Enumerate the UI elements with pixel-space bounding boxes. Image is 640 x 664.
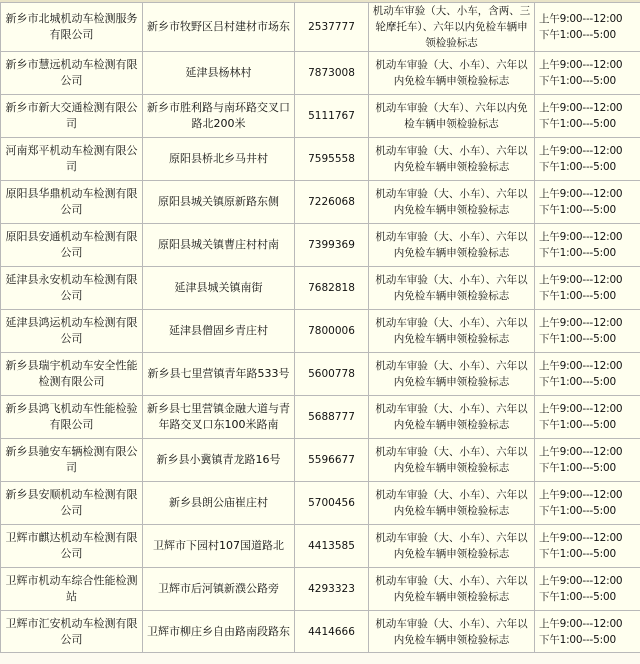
hours-afternoon: 下午1:00---5:00 bbox=[539, 204, 616, 216]
service-cell: 机动车审验（大、小车）、六年以内免检车辆申领检验标志 bbox=[369, 396, 535, 439]
hours-morning: 上午9:00---12:00 bbox=[539, 360, 623, 372]
hours-morning: 上午9:00---12:00 bbox=[539, 59, 623, 71]
hours-afternoon: 下午1:00---5:00 bbox=[539, 462, 616, 474]
hours-afternoon: 下午1:00---5:00 bbox=[539, 591, 616, 603]
address-cell: 原阳县城关镇原新路东侧 bbox=[143, 181, 295, 224]
address-cell: 卫辉市后河镇新濮公路旁 bbox=[143, 568, 295, 611]
service-cell: 机动车审验（大、小车）、六年以内免检车辆申领检验标志 bbox=[369, 52, 535, 95]
hours-morning: 上午9:00---12:00 bbox=[539, 102, 623, 114]
hours-morning: 上午9:00---12:00 bbox=[539, 489, 623, 501]
table-row bbox=[1, 224, 640, 267]
table-row bbox=[1, 52, 640, 95]
company-name-cell: 新乡市新大交通检测有限公司 bbox=[1, 95, 143, 138]
phone-cell: 4414666 bbox=[295, 611, 369, 653]
table-row bbox=[1, 353, 640, 396]
company-name-cell: 河南郑平机动车检测有限公司 bbox=[1, 138, 143, 181]
phone-cell: 7226068 bbox=[295, 181, 369, 224]
hours-cell bbox=[535, 224, 640, 267]
hours-afternoon: 下午1:00---5:00 bbox=[539, 505, 616, 517]
hours-cell bbox=[535, 525, 640, 568]
hours-morning: 上午9:00---12:00 bbox=[539, 403, 623, 415]
address-cell: 新乡县七里营镇青年路533号 bbox=[143, 353, 295, 396]
phone-cell: 7682818 bbox=[295, 267, 369, 310]
company-name-cell: 新乡市慧远机动车检测有限公司 bbox=[1, 52, 143, 95]
hours-afternoon: 下午1:00---5:00 bbox=[539, 333, 616, 345]
hours-cell bbox=[535, 52, 640, 95]
hours-cell bbox=[535, 310, 640, 353]
hours-afternoon: 下午1:00---5:00 bbox=[539, 290, 616, 302]
company-name-cell: 延津县鸿运机动车检测有限公司 bbox=[1, 310, 143, 353]
address-cell: 新乡县朗公庙崔庄村 bbox=[143, 482, 295, 525]
hours-afternoon: 下午1:00---5:00 bbox=[539, 75, 616, 87]
hours-cell bbox=[535, 568, 640, 611]
phone-cell: 5700456 bbox=[295, 482, 369, 525]
hours-morning: 上午9:00---12:00 bbox=[539, 317, 623, 329]
address-cell: 卫辉市下园村107国道路北 bbox=[143, 525, 295, 568]
phone-cell: 5688777 bbox=[295, 396, 369, 439]
hours-afternoon: 下午1:00---5:00 bbox=[539, 161, 616, 173]
company-name-cell: 新乡县鸿飞机动车性能检验有限公司 bbox=[1, 396, 143, 439]
company-name-cell: 卫辉市汇安机动车检测有限公司 bbox=[1, 611, 143, 653]
address-cell: 延津县僧固乡青庄村 bbox=[143, 310, 295, 353]
phone-cell: 7873008 bbox=[295, 52, 369, 95]
address-cell: 原阳县城关镇曹庄村村南 bbox=[143, 224, 295, 267]
hours-morning: 上午9:00---12:00 bbox=[539, 145, 623, 157]
table-body bbox=[1, 3, 640, 653]
table-row bbox=[1, 95, 640, 138]
company-name-cell: 卫辉市机动车综合性能检测站 bbox=[1, 568, 143, 611]
address-cell: 新乡市胜利路与南环路交叉口路北200米 bbox=[143, 95, 295, 138]
company-name-cell: 新乡县安顺机动车检测有限公司 bbox=[1, 482, 143, 525]
hours-morning: 上午9:00---12:00 bbox=[539, 617, 623, 630]
hours-afternoon: 下午1:00---5:00 bbox=[539, 548, 616, 560]
phone-cell: 4293323 bbox=[295, 568, 369, 611]
phone-cell: 7800006 bbox=[295, 310, 369, 353]
hours-cell bbox=[535, 138, 640, 181]
hours-morning: 上午9:00---12:00 bbox=[539, 13, 623, 25]
service-cell: 机动车审验（大、小车）、六年以内免检车辆申领检验标志 bbox=[369, 525, 535, 568]
company-name-cell: 卫辉市麒达机动车检测有限公司 bbox=[1, 525, 143, 568]
phone-cell: 7399369 bbox=[295, 224, 369, 267]
table-row bbox=[1, 310, 640, 353]
table-row bbox=[1, 3, 640, 52]
address-cell: 新乡市牧野区吕村建材市场东 bbox=[143, 3, 295, 52]
phone-cell: 7595558 bbox=[295, 138, 369, 181]
hours-afternoon: 下午1:00---5:00 bbox=[539, 633, 616, 646]
service-cell: 机动车审验（大、小车）、六年以内免检车辆申领检验标志 bbox=[369, 138, 535, 181]
table-row bbox=[1, 396, 640, 439]
company-name-cell: 原阳县安通机动车检测有限公司 bbox=[1, 224, 143, 267]
hours-afternoon: 下午1:00---5:00 bbox=[539, 419, 616, 431]
address-cell: 卫辉市柳庄乡自由路南段路东 bbox=[143, 611, 295, 653]
table-row bbox=[1, 181, 640, 224]
hours-morning: 上午9:00---12:00 bbox=[539, 532, 623, 544]
phone-cell: 5600778 bbox=[295, 353, 369, 396]
service-cell: 机动车审验（大、小车）、六年以内免检车辆申领检验标志 bbox=[369, 482, 535, 525]
service-cell: 机动车审验（大、小车）、六年以内免检车辆申领检验标志 bbox=[369, 611, 535, 653]
hours-cell bbox=[535, 439, 640, 482]
hours-cell bbox=[535, 353, 640, 396]
hours-morning: 上午9:00---12:00 bbox=[539, 575, 623, 587]
phone-cell: 4413585 bbox=[295, 525, 369, 568]
hours-morning: 上午9:00---12:00 bbox=[539, 446, 623, 458]
table-row bbox=[1, 482, 640, 525]
address-cell: 延津县杨林村 bbox=[143, 52, 295, 95]
phone-cell: 5111767 bbox=[295, 95, 369, 138]
address-cell: 原阳县桥北乡马井村 bbox=[143, 138, 295, 181]
service-cell: 机动车审验（大、小车，含两、三轮摩托车）、六年以内免检车辆申领检验标志 bbox=[369, 3, 535, 52]
table-row bbox=[1, 267, 640, 310]
hours-afternoon: 下午1:00---5:00 bbox=[539, 29, 616, 41]
hours-afternoon: 下午1:00---5:00 bbox=[539, 118, 616, 130]
inspection-stations-table bbox=[0, 2, 640, 653]
service-cell: 机动车审验（大、小车）、六年以内免检车辆申领检验标志 bbox=[369, 439, 535, 482]
hours-cell bbox=[535, 3, 640, 52]
service-cell: 机动车审验（大、小车）、六年以内免检车辆申领检验标志 bbox=[369, 310, 535, 353]
hours-cell bbox=[535, 611, 640, 653]
table-row bbox=[1, 568, 640, 611]
hours-cell bbox=[535, 482, 640, 525]
hours-cell bbox=[535, 267, 640, 310]
service-cell: 机动车审验（大、小车）、六年以内免检车辆申领检验标志 bbox=[369, 568, 535, 611]
hours-cell bbox=[535, 396, 640, 439]
service-cell: 机动车审验（大、小车）、六年以内免检车辆申领检验标志 bbox=[369, 267, 535, 310]
hours-cell bbox=[535, 181, 640, 224]
hours-cell bbox=[535, 95, 640, 138]
company-name-cell: 新乡市北城机动车检测服务有限公司 bbox=[1, 3, 143, 52]
company-name-cell: 延津县永安机动车检测有限公司 bbox=[1, 267, 143, 310]
hours-morning: 上午9:00---12:00 bbox=[539, 274, 623, 286]
table-row bbox=[1, 138, 640, 181]
address-cell: 新乡县七里营镇金融大道与青年路交叉口东100米路南 bbox=[143, 396, 295, 439]
table-row bbox=[1, 439, 640, 482]
company-name-cell: 新乡县驰安车辆检测有限公司 bbox=[1, 439, 143, 482]
address-cell: 新乡县小冀镇青龙路16号 bbox=[143, 439, 295, 482]
hours-morning: 上午9:00---12:00 bbox=[539, 231, 623, 243]
hours-afternoon: 下午1:00---5:00 bbox=[539, 376, 616, 388]
service-cell: 机动车审验（大、小车）、六年以内免检车辆申领检验标志 bbox=[369, 224, 535, 267]
company-name-cell: 原阳县华鼎机动车检测有限公司 bbox=[1, 181, 143, 224]
address-cell: 延津县城关镇南街 bbox=[143, 267, 295, 310]
service-cell: 机动车审验（大、小车）、六年以内免检车辆申领检验标志 bbox=[369, 353, 535, 396]
table-row bbox=[1, 525, 640, 568]
phone-cell: 5596677 bbox=[295, 439, 369, 482]
phone-cell: 2537777 bbox=[295, 3, 369, 52]
service-cell: 机动车审验（大、小车）、六年以内免检车辆申领检验标志 bbox=[369, 181, 535, 224]
company-name-cell: 新乡县瑞宇机动车安全性能检测有限公司 bbox=[1, 353, 143, 396]
table-row bbox=[1, 611, 640, 653]
service-cell: 机动车审验（大车）、六年以内免检车辆申领检验标志 bbox=[369, 95, 535, 138]
hours-morning: 上午9:00---12:00 bbox=[539, 188, 623, 200]
hours-afternoon: 下午1:00---5:00 bbox=[539, 247, 616, 259]
